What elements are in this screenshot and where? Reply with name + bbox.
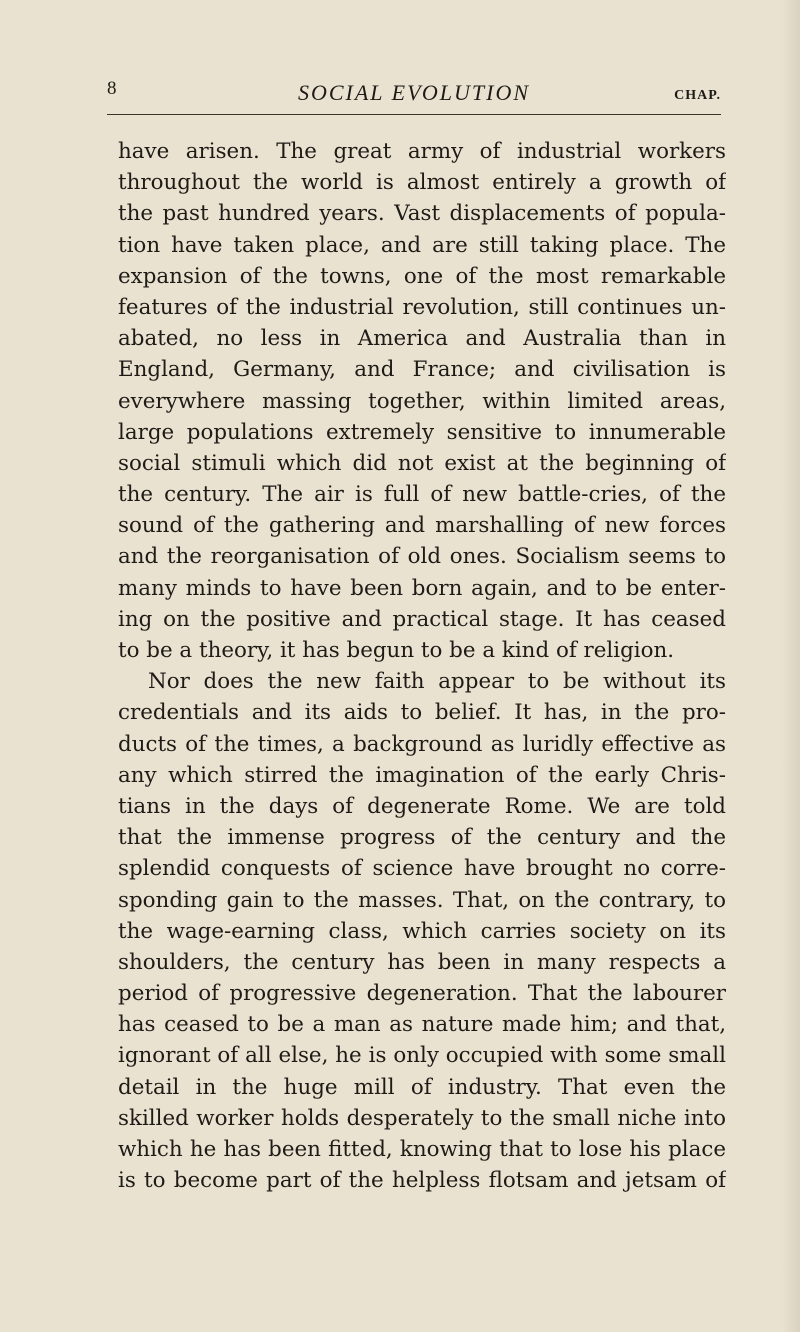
text-line: throughout the world is almost entirely a growth of	[118, 170, 726, 196]
text-line: that the immense progress of the century and the	[118, 825, 726, 851]
text-line: shoulders, the century has been in many respects a	[118, 949, 726, 975]
text-line: any which stirred the imagination of the early Chris-	[118, 762, 726, 788]
chapter-label: CHAP.	[674, 88, 721, 103]
text-line: ignorant of all else, he is only occupied with some small	[118, 1043, 726, 1069]
text-line: ing on the positive and practical stage. It has ceased	[118, 606, 726, 632]
text-line: has ceased to be a man as nature made him; and that,	[118, 1012, 726, 1038]
text-line: which he has been fitted, knowing that to lose his place	[118, 1137, 726, 1162]
paragraph-first-line: Nor does the new faith appear to be without its	[148, 669, 726, 695]
text-line: is to become part of the helpless flotsam and jetsam of	[118, 1168, 726, 1194]
text-line: abated, no less in America and Australia than in	[118, 326, 726, 352]
running-title: SOCIAL EVOLUTION	[297, 80, 531, 105]
text-line: everywhere massing together, within limited areas,	[118, 388, 726, 414]
text-line: many minds to have been born again, and to be enter-	[118, 575, 726, 601]
text-line: England, Germany, and France; and civilisation is	[118, 357, 726, 383]
text-line: credentials and its aids to belief. It has, in the pro-	[118, 700, 726, 726]
text-line: the past hundred years. Vast displacements of popula-	[118, 201, 726, 227]
running-header	[107, 78, 721, 110]
text-line: the wage-earning class, which carries society on its	[118, 918, 726, 944]
text-line: and the reorganisation of old ones. Socialism seems to	[118, 544, 726, 570]
text-line: skilled worker holds desperately to the small niche into	[118, 1105, 726, 1131]
text-line: ducts of the times, a background as luridly effective as	[118, 731, 726, 757]
text-line: features of the industrial revolution, still continues un-	[118, 294, 726, 320]
header-rule	[107, 114, 721, 115]
text-line: social stimuli which did not exist at the beginning of	[118, 450, 726, 476]
text-line: detail in the huge mill of industry. That even the	[118, 1074, 726, 1100]
text-line: large populations extremely sensitive to innumerable	[118, 419, 726, 445]
text-line: have arisen. The great army of industrial workers	[118, 139, 726, 164]
text-line: sponding gain to the masses. That, on the contrary, to	[118, 887, 726, 913]
text-line: period of progressive degeneration. That the labourer	[118, 981, 726, 1007]
page-edge-shadow	[782, 0, 800, 1332]
text-line: tians in the days of degenerate Rome. We are told	[118, 793, 726, 819]
text-line: tion have taken place, and are still taking place. The	[118, 232, 726, 258]
body-text	[118, 136, 726, 1196]
text-line: to be a theory, it has begun to be a kind of religion.	[118, 638, 675, 663]
text-line: expansion of the towns, one of the most remarkable	[118, 263, 726, 289]
page-number: 8	[107, 78, 117, 99]
text-line: sound of the gathering and marshalling of new forces	[118, 513, 726, 539]
text-line: the century. The air is full of new battle-cries, of the	[118, 482, 726, 508]
text-line: splendid conquests of science have brought no corre-	[118, 856, 726, 882]
